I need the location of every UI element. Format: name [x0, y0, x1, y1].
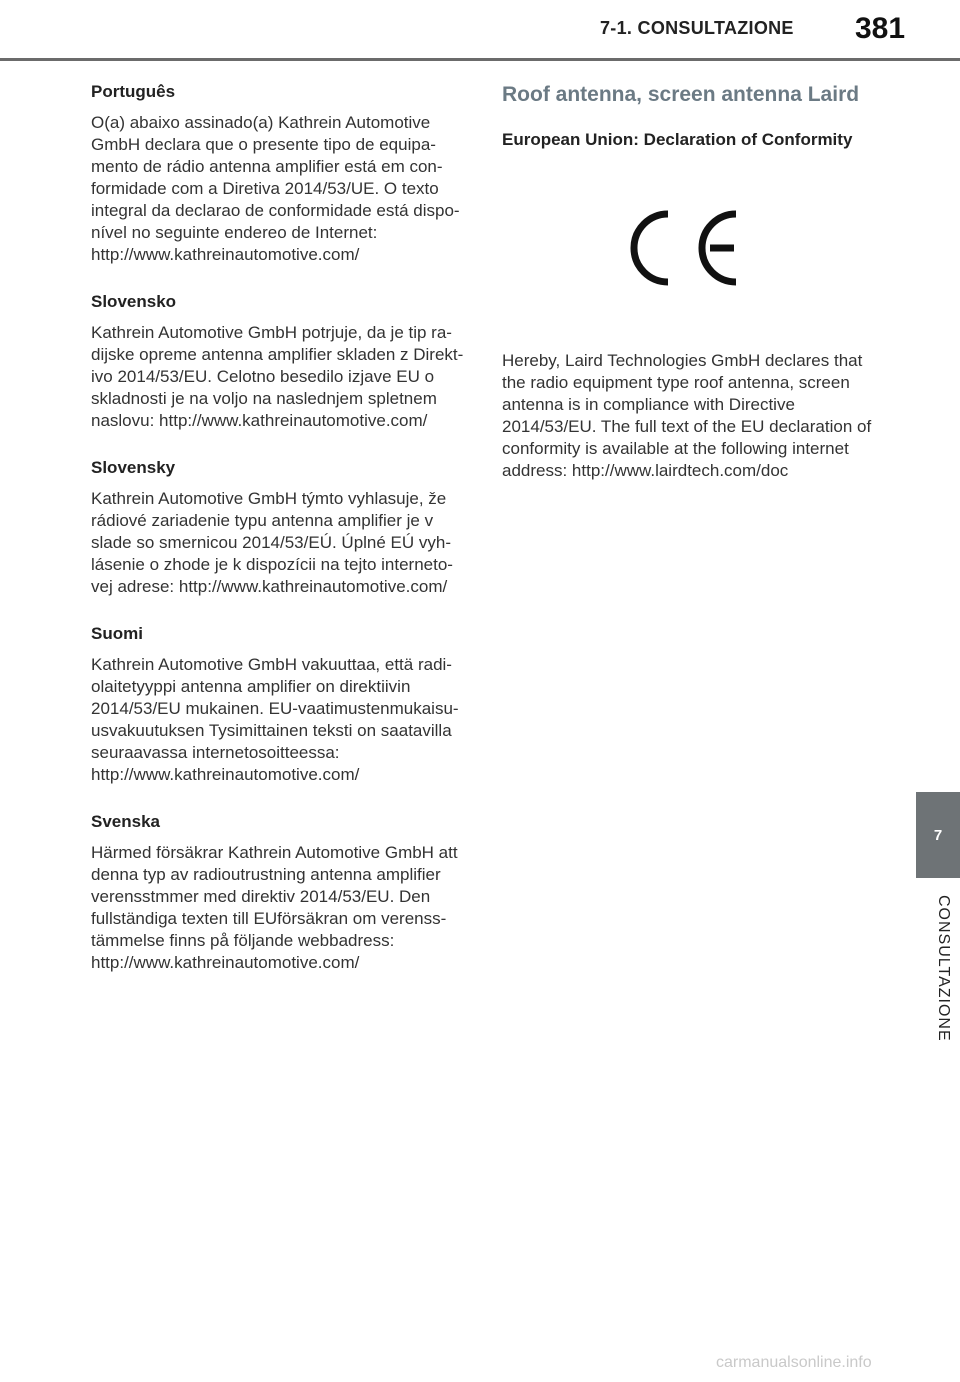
language-section-finnish	[91, 622, 471, 786]
watermark: carmanualsonline.info	[716, 1354, 872, 1371]
language-section-slovak	[91, 456, 471, 598]
declaration-text: Kathrein Automotive GmbH potrjuje, da je tip ra-dijske opreme antenna amplifier skladen z Direkt-ivo 2014/53/EU. Celotno besedilo izjave EU o skladnosti je na voljo na naslednjem spletnem naslovu: http://www.kathreinautomotive.com/	[91, 323, 464, 430]
language-heading: Português	[91, 82, 176, 101]
language-section-portuguese	[91, 80, 471, 266]
language-heading: Slovensky	[91, 458, 176, 477]
language-heading: Slovensko	[91, 292, 177, 311]
page-number: 381	[855, 12, 906, 45]
ce-mark-icon	[630, 208, 738, 288]
language-heading: Svenska	[91, 812, 160, 831]
language-section-swedish	[91, 810, 471, 974]
declaration-text: Härmed försäkrar Kathrein Automotive GmbH att denna typ av radioutrustning antenna amplifier verensstmmer med direktiv 2014/53/EU. Den fullständiga texten till EUförsäkran om verenss-tämmelse finns på följande webbadress: http://www.kathreinautomotive.com/	[91, 843, 458, 972]
chapter-number: 7	[933, 826, 943, 844]
declaration-text: Kathrein Automotive GmbH týmto vyhlasuje, že rádiové zariadenie typu antenna amplifier je v slade so smernicou 2014/53/EÚ. Úplné EÚ vyh-lásenie o zhode je k dispozícii na tejto interneto-vej adrese: http://www.kathreinautomotive.com/	[91, 489, 453, 596]
declaration-subheading: European Union: Declaration of Conformity	[502, 130, 853, 149]
chapter-label: CONSULTAZIONE	[935, 895, 952, 1042]
declaration-text: Kathrein Automotive GmbH vakuuttaa, että radi-olaitetyyppi antenna amplifier on direktiivin 2014/53/EU mukainen. EU-vaatimustenmukaisu-usvakuutuksen Tysimittainen teksti on saatavilla seuraavassa internetosoitteessa: http://www.kathreinautomotive.com/	[91, 655, 459, 784]
section-heading: Roof antenna, screen antenna Laird	[502, 83, 860, 106]
declaration-text: Hereby, Laird Technologies GmbH declares that the radio equipment type roof antenna, screen antenna is in compliance with Directive 2014/53/EU. The full text of the EU declaration of conformity is available at the following internet address: http://www.lairdtech.com/doc	[502, 351, 872, 480]
language-section-slovenian	[91, 290, 471, 432]
section-title: 7-1. CONSULTAZIONE	[600, 18, 794, 38]
language-heading: Suomi	[91, 624, 143, 643]
declaration-text: O(a) abaixo assinado(a) Kathrein Automotive GmbH declara que o presente tipo de equipa-mento de rádio antenna amplifier está em con-formidade com a Diretiva 2014/53/UE. O texto integral da declarao de conformidade está dispo-nível no seguinte endereo de Internet: http://www.kathreinautomotive.com/	[91, 113, 460, 264]
chapter-tab	[916, 792, 960, 878]
right-column	[502, 80, 882, 482]
left-column	[91, 80, 471, 998]
header-rule	[0, 58, 960, 61]
